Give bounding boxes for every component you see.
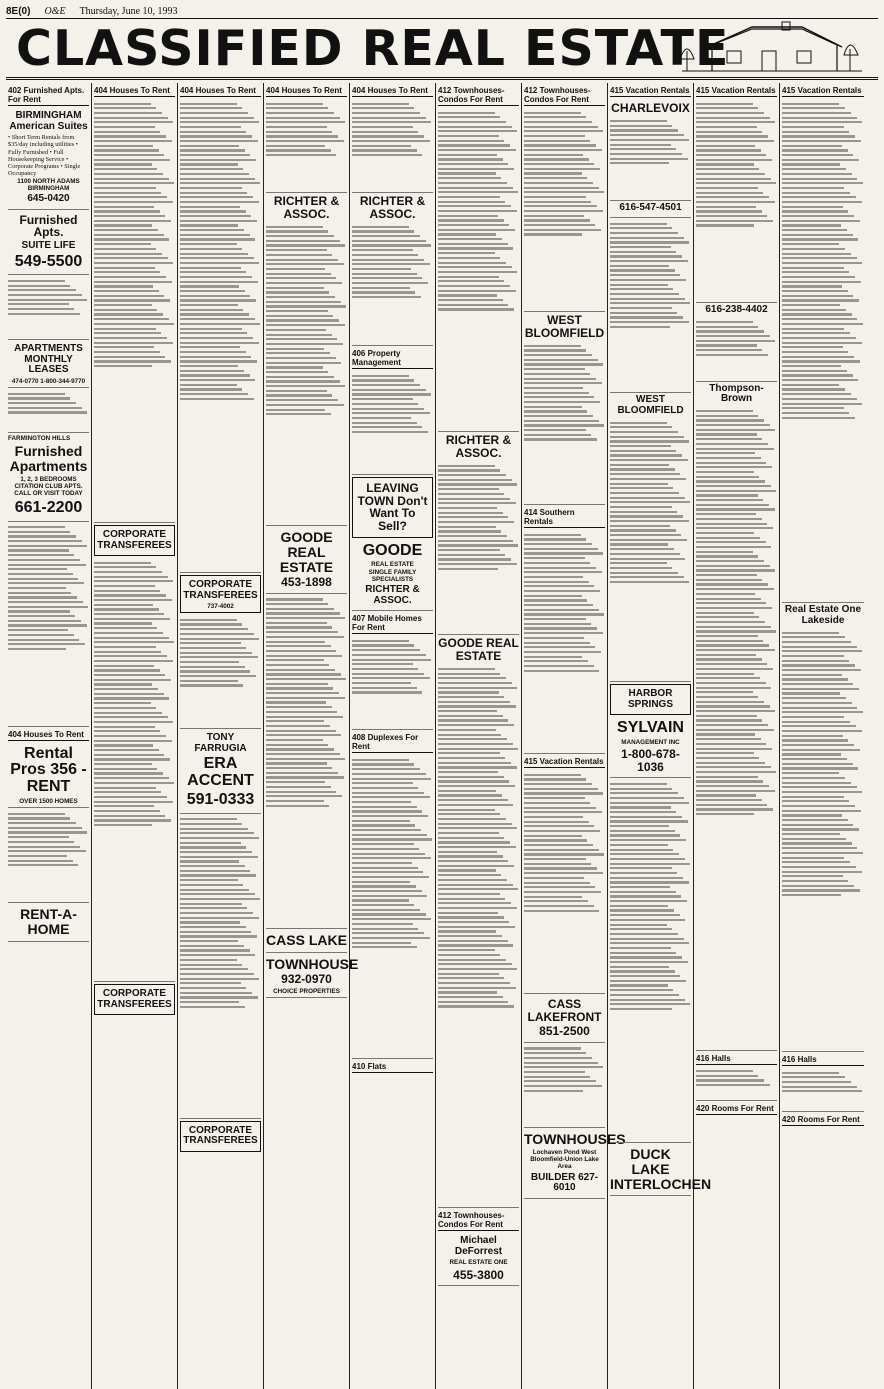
section-heading: 416 Halls (696, 1053, 777, 1065)
ad-text-block (180, 815, 261, 1119)
paper-name: O&E (44, 5, 66, 17)
ad-name: RICHTER & ASSOC. (365, 584, 420, 606)
ad-line: SINGLE FAMILY SPECIALISTS (368, 568, 417, 583)
ad-listing (8, 434, 89, 521)
ad-title: Thompson-Brown (709, 382, 764, 404)
section-heading: 415 Vacation Rentals (524, 757, 604, 767)
ad-text-block (438, 664, 519, 1208)
ad-phone: 851-2500 (539, 1024, 590, 1039)
section-heading: 404 Houses To Rent (180, 85, 261, 97)
ad-phone: 616-238-4402 (705, 304, 768, 315)
ad-text-block (610, 418, 691, 682)
ad-title: CASS LAKEFRONT (527, 997, 602, 1024)
ad-text-block (782, 1068, 864, 1112)
ad-title: Real Estate One Lakeside (784, 604, 862, 626)
ad-listing (610, 717, 691, 778)
ad-subtitle: REAL ESTATE (371, 561, 414, 569)
ad-text-block (696, 407, 777, 1051)
section-heading: 420 Rooms For Rent (782, 1114, 864, 1126)
ad-listing (8, 341, 89, 388)
ad-name: GOODE REAL ESTATE (438, 636, 519, 663)
ad-phone: 616-547-4501 (619, 201, 682, 213)
ad-title: RENT-A-HOME (20, 906, 77, 937)
ad-text-block (180, 99, 261, 573)
ad-title: LEAVING TOWN Don't Want To Sell? (357, 481, 428, 533)
ad-listing (610, 1144, 712, 1196)
ad-phone: 645-0420 (27, 193, 70, 205)
column-7 (522, 83, 626, 1389)
issue-date: Thursday, June 10, 1993 (79, 5, 178, 17)
ad-listing (524, 995, 605, 1043)
section-heading: 414 Southern Rentals (524, 507, 605, 528)
ad-text-block (524, 108, 605, 312)
ad-subtitle: Lochaven Pond West Bloomfield-Union Lake Area (530, 1148, 599, 1171)
ad-title: TOWNHOUSE (266, 955, 359, 972)
column-6 (436, 83, 522, 1389)
section-heading: 412 Townhouses-Condos For Rent (438, 85, 519, 106)
ad-text-block (524, 770, 605, 994)
section-heading: 402 Furnished Apts. For Rent (8, 85, 89, 106)
ad-text-block (180, 615, 261, 729)
ad-text-block (610, 117, 691, 201)
ad-title: CORPORATE TRANSFEREES (183, 579, 258, 601)
column-1 (6, 83, 92, 1389)
ad-listing (352, 540, 433, 612)
ad-listing (610, 99, 691, 218)
ad-box (352, 477, 433, 537)
ad-name: GOODE (362, 541, 423, 559)
ad-text-block (94, 99, 175, 523)
running-header (6, 4, 878, 19)
ad-name: CASS LAKE (266, 931, 347, 948)
ad-text-block (266, 222, 347, 526)
ad-phone: 932-0970 (281, 972, 332, 987)
ad-title: SYLVAIN (617, 719, 684, 737)
ad-name: ERA ACCENT (187, 755, 254, 790)
column-4 (264, 83, 359, 1389)
ad-text-block (352, 371, 433, 475)
section-heading: 416 Halls (782, 1054, 864, 1066)
column-5 (350, 83, 436, 1389)
ad-text-block (438, 108, 519, 432)
ad-text-block (266, 99, 347, 193)
section-heading: 412 Townhouses-Condos For Rent (524, 85, 605, 106)
ad-listing (266, 954, 359, 999)
section-heading: 404 Houses To Rent (352, 85, 433, 97)
section-heading: 407 Mobile Homes For Rent (352, 613, 433, 634)
column-8 (608, 83, 712, 1389)
ad-phone: 737-4002 (207, 603, 234, 610)
ad-phone: 591-0333 (186, 790, 255, 808)
ad-box (610, 684, 691, 715)
ad-phone: BUILDER 627-6010 (530, 1171, 599, 1194)
ad-title: Furnished Apts. (19, 212, 78, 240)
ad-title: CHARLEVOIX (611, 101, 690, 115)
ad-text-block (266, 595, 347, 929)
ad-phone: 455-3800 (453, 1267, 504, 1282)
ad-title: WEST BLOOMFIELD (524, 313, 605, 340)
ad-name: GOODE REAL ESTATE (279, 529, 334, 575)
section-heading: 408 Duplexes For Rent (352, 732, 433, 753)
ad-text-block (8, 276, 89, 340)
column-2 (92, 83, 178, 1389)
ad-address: 1100 NORTH ADAMS BIRMINGHAM (17, 177, 80, 193)
ad-listing (8, 211, 89, 275)
ad-title: TONY FARRUGIA (194, 732, 247, 754)
ad-name: RICHTER & ASSOC. (273, 194, 340, 221)
section-heading: 420 Rooms For Rent (696, 1103, 777, 1115)
ad-subtitle: MANAGEMENT INC (621, 738, 680, 746)
ad-text-block (8, 523, 89, 727)
ad-subtitle: OVER 1500 HOMES (19, 797, 78, 805)
ad-title: DUCK LAKE INTERLOCHEN (610, 1146, 712, 1192)
ad-text-block (696, 99, 777, 303)
ad-phone: 661-2200 (14, 498, 83, 516)
section-heading: 415 Vacation Rentals (610, 86, 690, 95)
ad-title: CORPORATE TRANSFEREES (183, 1124, 258, 1147)
section-heading: 404 Houses To Rent (94, 85, 175, 97)
column-9 (694, 83, 780, 1389)
ad-text-block (352, 755, 433, 1059)
ad-listing (8, 108, 89, 210)
section-heading: 404 Houses To Rent (8, 729, 89, 741)
ad-name: RICHTER & ASSOC. (445, 433, 512, 460)
ad-text-block (352, 222, 433, 346)
ad-title: CORPORATE TRANSFEREES (97, 529, 172, 551)
ad-subtitle: 1, 2, 3 BEDROOMS (20, 475, 77, 483)
ad-box (180, 1121, 261, 1152)
section-heading: 415 Vacation Rentals (782, 85, 864, 97)
ad-title: Rental Pros 356 - RENT (10, 744, 87, 796)
ad-listing (266, 527, 347, 594)
ad-title: CORPORATE TRANSFEREES (97, 988, 172, 1010)
section-heading: 410 Flats (352, 1061, 433, 1073)
ad-listing (524, 1129, 626, 1199)
ad-subtitle: REAL ESTATE ONE (449, 1259, 508, 1267)
ad-title: Furnished Apartments (9, 443, 88, 475)
ad-listing (8, 904, 89, 941)
ad-listing (266, 930, 347, 953)
page-number: 8E(0) (6, 5, 31, 17)
ad-text-block (524, 530, 605, 754)
ad-phone: 549-5500 (14, 252, 83, 270)
ad-text-block (524, 1044, 605, 1128)
ad-box (94, 984, 175, 1015)
ad-subtitle: CHOICE PROPERTIES (273, 987, 340, 995)
ad-listing (180, 730, 261, 813)
ad-title: APARTMENTS MONTHLY LEASES (14, 343, 83, 376)
ad-phone: 453-1898 (281, 575, 332, 590)
ad-listing (8, 743, 89, 809)
ad-text-block (8, 809, 89, 903)
section-heading: 412 Townhouses-Condos For Rent (438, 1210, 519, 1231)
section-heading: 406 Property Management (352, 348, 433, 369)
section-heading: 404 Houses To Rent (266, 85, 347, 97)
ad-text-block (782, 628, 864, 1052)
section-heading: 415 Vacation Rentals (696, 86, 776, 95)
ad-text-block (696, 318, 777, 382)
ad-box (94, 525, 175, 556)
ad-name: SUITE LIFE (21, 240, 76, 252)
ad-text-block (8, 389, 89, 433)
ad-text-block (610, 779, 691, 1143)
section-banner (6, 19, 878, 80)
column-3 (178, 83, 264, 1389)
ad-city: FARMINGTON HILLS (8, 435, 71, 443)
ad-title: HARBOR SPRINGS (627, 688, 673, 710)
ad-text-block (524, 341, 605, 505)
ad-name: CITATION CLUB APTS. CALL OR VISIT TODAY (14, 483, 83, 498)
ad-title: TOWNHOUSES (524, 1130, 626, 1147)
ad-listing (438, 1233, 519, 1286)
ad-text-block (696, 1067, 777, 1101)
ad-name: Michael DeForrest (454, 1235, 503, 1257)
ad-name: RICHTER & ASSOC. (359, 194, 426, 221)
ad-text-block (610, 219, 691, 393)
ad-text-block (94, 558, 175, 982)
house-illustration-icon (672, 21, 872, 75)
section-title: CLASSIFIED REAL ESTATE (16, 20, 730, 77)
ad-text-block (352, 636, 433, 730)
ad-body: • Short Term Rentals from $35/day including utilities • Fully Furnished • Full Housekeeping Service • Corporate Programs • Single Occupancy (8, 134, 81, 178)
ad-text-block (438, 461, 519, 635)
ad-text-block (782, 99, 864, 603)
ad-box (180, 575, 261, 613)
ad-title: WEST BLOOMFIELD (617, 394, 684, 416)
ad-text-block (352, 99, 433, 193)
ad-phone: 474-0770 1-800-344-9770 (11, 377, 86, 385)
ad-phone: 1-800-678-1036 (621, 747, 680, 774)
ad-title: BIRMINGHAM American Suites (9, 110, 88, 132)
column-10 (780, 83, 866, 1389)
